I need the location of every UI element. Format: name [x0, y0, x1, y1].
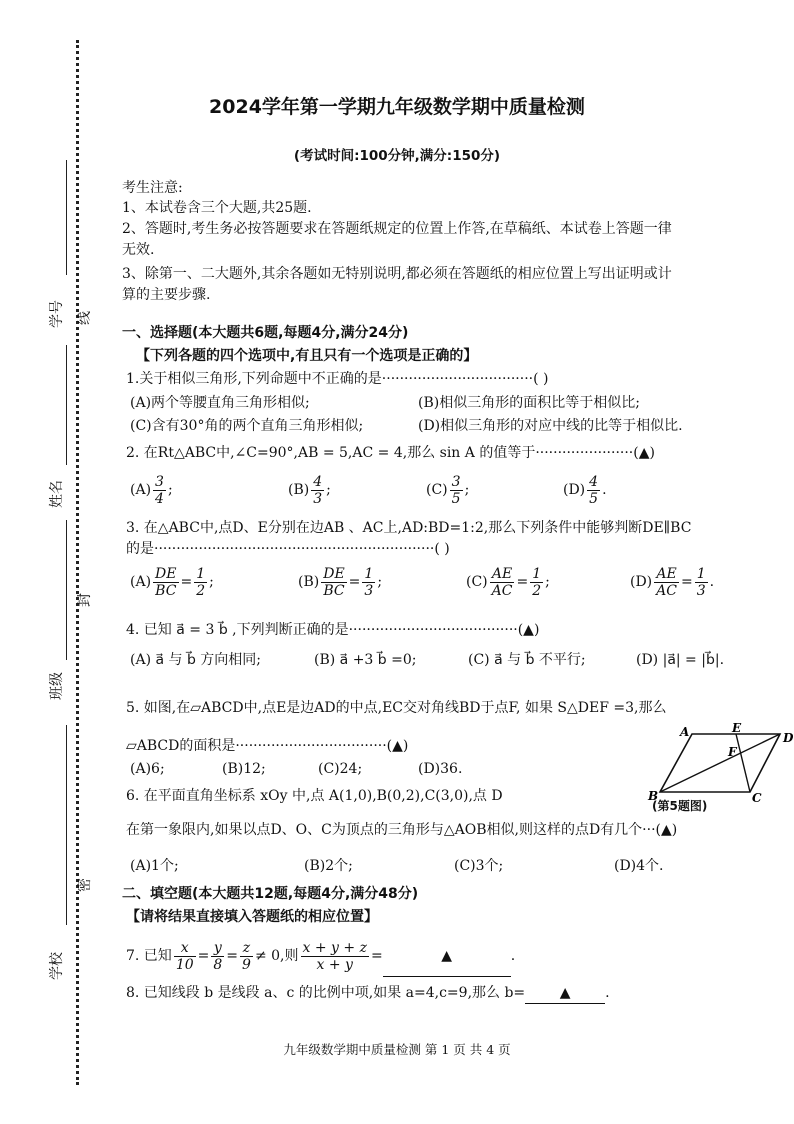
q2-c-den: 5: [451, 490, 461, 507]
section2-note: 【请将结果直接填入答题纸的相应位置】: [126, 909, 378, 925]
q6-option-a: (A)1个;: [130, 858, 179, 874]
page-footer: 九年级数学期中质量检测 第 1 页 共 4 页: [283, 1042, 511, 1057]
q4-option-a: (A) a⃗ 与 b⃗ 方向相同;: [130, 652, 262, 668]
label-c: C: [752, 791, 762, 805]
q1-option-b: (B)相似三角形的面积比等于相似比;: [418, 395, 640, 411]
q7-y-num: y: [211, 940, 224, 957]
q8-answer-blank[interactable]: ▲: [525, 983, 605, 1004]
q7-frac-x: [174, 940, 196, 973]
q3-stem-2: 的是·······························································( ): [126, 541, 450, 557]
xuehao-label: 学号: [49, 300, 65, 328]
binding-dotted-line: [76, 40, 79, 1085]
q3-d-num: AE: [654, 566, 679, 583]
q2-d-label: (D): [563, 482, 586, 498]
q4-option-b: (B) a⃗ +3 b⃗ =0;: [314, 652, 417, 668]
section2-heading: 二、填空题(本大题共12题,每题4分,满分48分): [122, 886, 419, 902]
q3-c-frac1: [490, 566, 515, 599]
section1-heading: 一、选择题(本大题共6题,每题4分,满分24分): [122, 325, 409, 341]
label-a: A: [680, 725, 690, 739]
q2-a-label: (A): [130, 482, 152, 498]
q3-a-num: DE: [155, 565, 177, 582]
q6-option-d: (D)4个.: [614, 858, 664, 874]
q7-z-den: 9: [242, 956, 251, 973]
q3-a-den: BC: [155, 582, 177, 599]
q3-d-den: AC: [656, 582, 677, 599]
banji-field-line: [66, 520, 67, 660]
q2-d-num: 4: [589, 473, 599, 490]
q2-b-num: 4: [313, 473, 323, 490]
q2-c-frac: [450, 474, 463, 507]
feng-mark: 封: [77, 593, 93, 607]
q2-stem: 2. 在Rt△ABC中,∠C=90°,AB = 5,AC = 4,那么 sin A 的值等于······················(▲): [126, 445, 655, 461]
q1-option-d: (D)相似三角形的对应中线的比等于相似比.: [418, 418, 683, 434]
diagonal-bd: [660, 734, 780, 792]
q3-d-label: (D): [630, 574, 653, 590]
xingming-label: 姓名: [49, 480, 65, 508]
q3-a-frac1: [153, 566, 178, 599]
q7-prefix: 7. 已知: [126, 948, 172, 964]
q7-x-num: x: [174, 940, 196, 957]
q5-option-c: (C)24;: [318, 761, 363, 777]
q2-a-num: 3: [155, 473, 164, 490]
label-d: D: [783, 731, 794, 745]
q3-d-frac2: [695, 566, 708, 599]
xuexiao-field-line: [66, 725, 67, 925]
q6-option-c: (C)3个;: [454, 858, 504, 874]
q2-option-a: (A) $\frac{3}{4}$ ;: [130, 473, 173, 507]
q3-a-label: (A): [130, 574, 152, 590]
q4-stem: 4. 已知 a⃗ = 3 b⃗ ,下列判断正确的是······································(▲): [126, 622, 540, 638]
q4-option-c: (C) a⃗ 与 b⃗ 不平行;: [468, 652, 586, 668]
label-f: F: [728, 745, 737, 759]
q5-option-a: (A)6;: [130, 761, 165, 777]
q7-frac-z: [240, 940, 253, 973]
label-e: E: [732, 722, 742, 735]
q7-expr-num: x + y + z: [302, 939, 367, 956]
q2-c-num: 3: [451, 473, 461, 490]
q2-a-frac: [153, 474, 166, 507]
xingming-field-line: [66, 345, 67, 465]
exam-subtitle: (考试时间:100分钟,满分:150分): [293, 148, 501, 164]
q2-d-frac: [587, 474, 600, 507]
xuexiao-label: 学校: [49, 952, 65, 980]
notice-line-1: 1、本试卷含三个大题,共25题.: [122, 200, 312, 216]
notice-line-2b: 无效.: [122, 242, 155, 258]
q2-b-frac: [311, 474, 324, 507]
xian-mark: 线: [77, 311, 93, 325]
q6-stem-2: 在第一象限内,如果以点D、O、C为顶点的三角形与△AOB相似,则这样的点D有几个···(▲): [126, 822, 678, 838]
exam-title: 2024学年第一学期九年级数学期中质量检测: [209, 96, 585, 118]
q3-b-rden: 3: [364, 582, 374, 599]
q7-frac-expr: [301, 940, 369, 973]
q2-option-b: (B) $\frac{4}{3}$ ;: [288, 473, 331, 507]
q3-option-d: (D) $\frac{AE}{AC}$ = $\frac{1}{3}$ .: [630, 565, 715, 599]
q7-eq: =: [370, 948, 383, 964]
q3-b-den: BC: [323, 582, 345, 599]
q3-d-rnum: 1: [696, 565, 706, 582]
q3-b-label: (B): [298, 574, 320, 590]
q2-d-den: 5: [589, 490, 599, 507]
q4-option-d: (D) |a⃗| = |b⃗|.: [636, 652, 725, 668]
q5-stem: 5. 如图,在▱ABCD中,点E是边AD的中点,EC交对角线BD于点F, 如果 S△DEF =3,那么: [126, 700, 667, 716]
q3-c-label: (C): [466, 574, 488, 590]
q3-c-num: AE: [490, 566, 515, 583]
label-b: B: [648, 789, 659, 803]
q3-d-frac1: [654, 566, 679, 599]
q3-c-frac2: [530, 566, 543, 599]
banji-label: 班级: [49, 672, 65, 700]
q3-b-frac2: [362, 566, 375, 599]
q7-answer-blank[interactable]: ▲: [383, 936, 511, 977]
q3-option-a: (A) $\frac{DE}{BC}$ = $\frac{1}{2}$ ;: [130, 565, 214, 599]
q2-b-den: 3: [313, 490, 323, 507]
q3-option-b: (B) $\frac{DE}{BC}$ = $\frac{1}{3}$ ;: [298, 565, 383, 599]
q5-figure-caption: (第5题图): [652, 799, 708, 813]
q3-a-rnum: 1: [196, 565, 206, 582]
q3-b-num: DE: [323, 565, 345, 582]
q3-a-frac2: [194, 566, 207, 599]
q8-text: 8. 已知线段 b 是线段 a、c 的比例中项,如果 a=4,c=9,那么 b=: [126, 985, 526, 1001]
notice-line-3a: 3、除第一、二大题外,其余各题如无特别说明,都必须在答题纸的相应位置上写出证明或计: [122, 266, 672, 282]
q7-z-num: z: [240, 940, 253, 957]
q8-line: 8. 已知线段 b 是线段 a、c 的比例中项,如果 a=4,c=9,那么 b= ▲ .: [126, 983, 610, 1004]
q2-option-d: (D) $\frac{4}{5}$ .: [563, 473, 607, 507]
q5-stem-2: ▱ABCD的面积是··································(▲): [126, 738, 409, 754]
q3-c-rden: 2: [532, 582, 542, 599]
q7-y-den: 8: [213, 956, 223, 973]
notice-heading: 考生注意:: [122, 180, 183, 196]
q5-option-d: (D)36.: [418, 761, 463, 777]
q5-option-b: (B)12;: [222, 761, 266, 777]
q3-c-rnum: 1: [532, 565, 542, 582]
q1-stem: 1.关于相似三角形,下列命题中不正确的是··································( ): [126, 371, 549, 387]
q7-neq: ≠ 0,则: [254, 948, 299, 964]
q1-option-a: (A)两个等腰直角三角形相似;: [130, 395, 310, 411]
q3-c-den: AC: [491, 582, 513, 599]
q7-frac-y: [211, 940, 224, 973]
q2-b-label: (B): [288, 482, 310, 498]
q3-b-frac1: [321, 566, 346, 599]
notice-line-3b: 算的主要步骤.: [122, 287, 211, 303]
q2-option-c: (C) $\frac{3}{5}$ ;: [426, 473, 470, 507]
mi-mark: 密: [77, 878, 93, 892]
q7-expr-den: x + y: [316, 956, 353, 973]
q6-option-b: (B)2个;: [304, 858, 353, 874]
notice-line-2a: 2、答题时,考生务必按答题要求在答题纸规定的位置上作答,在草稿纸、本试卷上答题一律: [122, 221, 672, 237]
q3-d-rden: 3: [696, 582, 706, 599]
q7-line: 7. 已知 $\frac{x}{10}$ = $\frac{y}{8}$ = $\frac{z}{9}$ ≠ 0,则 $\frac{x + y + z}{x + y}$ = ▲ .: [126, 936, 515, 977]
q7-x-den: 10: [175, 956, 194, 973]
q3-option-c: (C) $\frac{AE}{AC}$ = $\frac{1}{2}$ ;: [466, 565, 550, 599]
q3-a-rden: 2: [196, 582, 206, 599]
q3-stem: 3. 在△ABC中,点D、E分别在边AB 、AC上,AD:BD=1:2,那么下列条件中能够判断DE∥BC: [126, 520, 692, 536]
xuehao-field-line: [66, 160, 67, 275]
q2-c-label: (C): [426, 482, 448, 498]
segment-ec: [736, 734, 750, 792]
q2-a-den: 4: [155, 490, 164, 507]
section1-note: 【下列各题的四个选项中,有且只有一个选项是正确的】: [136, 348, 478, 364]
q1-option-c: (C)含有30°角的两个直角三角形相似;: [130, 418, 364, 434]
q3-b-rnum: 1: [364, 565, 374, 582]
q6-stem: 6. 在平面直角坐标系 xOy 中,点 A(1,0),B(0,2),C(3,0),点 D: [126, 788, 503, 804]
